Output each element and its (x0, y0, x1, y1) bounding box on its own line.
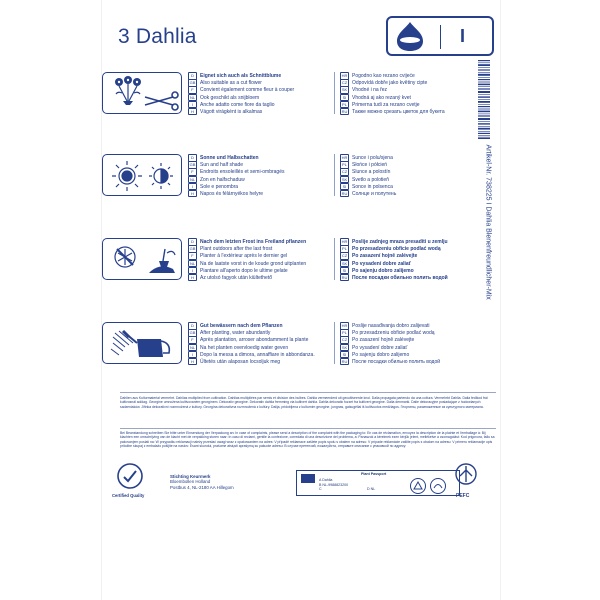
language-text: Po przesadzeniu obficie podlać wodą (352, 330, 435, 337)
product-title: 3 Dahlia (118, 25, 197, 48)
section-watering (102, 322, 472, 364)
language-row (188, 72, 338, 79)
language-text: Po przesadzeniu obficie podlać wodą (352, 246, 441, 253)
language-row (188, 183, 338, 190)
language-code-badge: GB (189, 330, 196, 336)
language-row (188, 274, 338, 281)
language-text: Sunce i polu/sjena (352, 155, 393, 162)
language-text: Vágott virágként is alkalmas (200, 109, 263, 116)
language-list-left (188, 154, 338, 197)
language-text: Piantare all'aperto dopo le ultime gelate (200, 267, 288, 274)
language-row (188, 168, 338, 175)
language-code-badge: HR (341, 239, 348, 244)
language-row (188, 267, 338, 274)
language-code-badge: SI (340, 351, 349, 359)
language-code-badge: I (188, 351, 197, 359)
language-code-badge: F (188, 86, 197, 94)
language-text: Po zasazení hojně zalévejte (352, 337, 415, 344)
recycling-icon (410, 478, 426, 494)
language-row (340, 358, 474, 365)
language-text: Posliје zadnjeg mraza presaditi u zemlju (352, 239, 448, 246)
article-number: Artikel-Nr. 738225 I Dahlia Blenenfreundlicher-Mix (484, 144, 492, 300)
language-row (188, 94, 338, 101)
language-text: Na de laatste vorst in de koude grond uitplanten (200, 260, 307, 267)
pefc-label: PEFC (456, 493, 470, 499)
language-row (340, 161, 474, 168)
language-row (340, 176, 474, 183)
language-row (188, 260, 338, 267)
language-code-badge: CZ (341, 253, 348, 259)
language-row (188, 190, 338, 197)
certified-quality-logo (116, 462, 144, 490)
company-address: Stichting Keurmerk Bloembollen Holland Postbus 4, NL-2180 AA Hillegom (170, 474, 234, 490)
language-code-badge: RU (341, 108, 348, 114)
language-text: Eignet sich auch als Schnittblume (200, 73, 282, 80)
language-code-badge: D (188, 154, 197, 162)
language-code-badge: SK (341, 344, 348, 350)
language-row (188, 238, 338, 245)
language-code-badge: H (188, 108, 197, 116)
language-code-badge: I (188, 101, 197, 109)
language-code-badge: GB (189, 80, 196, 86)
language-code-badge: SI (340, 267, 349, 275)
language-text: Svetlo a polotieň (352, 176, 389, 183)
language-list-right (340, 322, 474, 365)
language-row (188, 161, 338, 168)
language-row (340, 238, 474, 245)
language-text: Az utolsó fagyok után kiültethető (200, 275, 272, 282)
language-code-badge: D (188, 322, 197, 330)
language-row (188, 108, 338, 115)
language-text: Vhodná aj ako rezaný kvet (352, 94, 411, 101)
language-text: Sole e penombra (200, 183, 239, 190)
language-code-badge: HR (341, 155, 348, 160)
language-text: Słońce i półcień (352, 162, 388, 169)
language-text: Pogodno kao rezano cvijeće (352, 73, 415, 80)
language-code-badge: F (188, 336, 197, 344)
section-cut-flower (102, 72, 472, 114)
language-code-badge: F (188, 168, 197, 176)
watering-can-icon (102, 322, 182, 364)
language-row (188, 322, 338, 329)
language-code-badge: CZ (341, 337, 348, 343)
flowering-period: I (460, 26, 466, 46)
language-code-badge: NL (189, 260, 196, 266)
language-row (340, 190, 474, 197)
language-text: Napos és félárnyékos helyre (200, 191, 264, 198)
article-info-vertical (478, 144, 492, 378)
language-text: Nach dem letzten Frost ins Freiland pflanzen (200, 239, 307, 246)
language-code-badge: HR (341, 323, 348, 328)
language-text: Sonne und Halbschatten (200, 155, 259, 162)
language-text: Endroits ensoleillés et semi-ombragés (200, 169, 285, 176)
barcode (478, 60, 490, 140)
language-code-badge: SI (340, 183, 349, 191)
language-row (188, 101, 338, 108)
language-row (340, 245, 474, 252)
bulb-icon (394, 21, 426, 52)
language-code-badge: D (188, 238, 197, 246)
language-text: Солнце и полутень (352, 191, 397, 198)
language-row (188, 79, 338, 86)
language-row (340, 344, 474, 351)
language-text: Zon en halfschaduw (200, 176, 245, 183)
language-row (188, 245, 338, 252)
language-code-badge: F (188, 252, 197, 260)
language-code-badge: CZ (341, 169, 348, 175)
language-code-badge: NL (189, 176, 196, 182)
language-text: Plant outdoors after the last frost (200, 246, 273, 253)
language-text: Po vysadení dobre zaliať (352, 260, 412, 267)
section-after-frost (102, 238, 472, 280)
language-text: Также можно срезать цветок для букета (352, 109, 445, 116)
language-code-badge: NL (189, 94, 196, 100)
origin-statement: Dahlien aus Kulturmaterial vermehrt. Dahlias multiplied from cultivation. Dahlias multipliées par semis et division des bulbes. Dahlia vermeerderd uit gecultiveerde knol. Dalia propagata partendo da una coltura. Vermehrbt Dahlia. Dalia fedlkod frái kultivosnál adólag. Georgine umnožena kultivovaném georgínem. Dekorativ georgine. Dekorativ dahlia fremming via kultivert dahlia. Dahlia dekoratic fozzet fra kultivert georgine. Dalia denmarki. Dalie dekoracyjne posiadające z hodowlanych sadzeniaków. Jiřinka dekorativní rozmnožená z kultury. Georgína dekoratívna rozmnožená z kultúry. Dalija, pridobljena z kulturnim georgine, jungnas, gaisugėliai iš kultivuotos medžiagos. Георгины, размноженные из культурного материала. (120, 396, 488, 409)
language-row (340, 260, 474, 267)
language-code-badge: H (188, 358, 197, 366)
language-code-badge: I (188, 267, 197, 275)
language-text: Planter à l'extérieur après le dernier gel (200, 253, 288, 260)
language-row (340, 329, 474, 336)
badge-divider (440, 25, 441, 49)
language-text: Ültetés után alaposan locsoljuk meg (200, 359, 281, 366)
language-code-badge: GB (189, 162, 196, 168)
separator-line (120, 392, 496, 393)
column-divider (334, 238, 335, 280)
column-divider (334, 72, 335, 114)
language-text: Dopo la messa a dimora, annaffiare in abbondanza. (200, 351, 315, 358)
plant-passport: Plant Passport A Dahlia B NL-9988823200 C D NL (296, 470, 460, 496)
language-text: Vhodné i na řez (352, 87, 388, 94)
column-divider (334, 322, 335, 364)
language-row (340, 252, 474, 259)
language-row (340, 94, 474, 101)
language-text: Primerna tudi za rezano cvetje (352, 101, 420, 108)
flowering-badge (386, 16, 494, 56)
language-text: Convient également comme fleur à couper (200, 87, 295, 94)
language-text: Po sajenju dobro zalijemo (352, 267, 414, 274)
certified-quality-label: Certified Quality (112, 493, 145, 498)
language-code-badge: GB (189, 246, 196, 252)
language-row (188, 176, 338, 183)
language-text: Après plantation, arroser abondamment la plante (200, 337, 309, 344)
language-row (188, 329, 338, 336)
language-list-left (188, 72, 338, 115)
language-code-badge: PL (340, 245, 349, 253)
language-row (340, 154, 474, 161)
language-text: После посадки обильно полить водой (352, 275, 448, 282)
language-code-badge: D (188, 72, 197, 80)
language-code-badge: PL (340, 161, 349, 169)
language-text: Sun and half shade (200, 162, 244, 169)
language-list-right (340, 72, 474, 115)
language-list-right (340, 154, 474, 197)
language-code-badge: RU (341, 190, 348, 196)
language-text: Po vysadení dobre zaliať (352, 344, 408, 351)
language-code-badge: SI (340, 94, 349, 102)
language-row (188, 351, 338, 358)
complaint-statement: Bei Beanstandung schreiben Sie bitte unter Einsendung der Verpackung an: In case of complaints, please send a description of the complaint with the packaging to: En cas de réclamation, envoyez la description de la plainte et l'emballage à: Bij klachten een omschrijving van de klacht met de verpakking sturen naar: In caso di reclami, gentile la confezione, corredata di una descrizione del problema, a: Panaszok a kérelmek ezen kérjük jelent, mellékelve a csomagolást: Kod prigovora, fallu sa pakovanjem poslati na: W przypadku reklamacji należy przesłać uwagi wraz z opakowaniem na adres: V případě reklamace zašlete popis spolu s obalem na adresu: V prípade reklamácie zašlite popis s obalom na adresu: V primeru reklamacije opis pritožbe skupaj z embalažo pošljite na naslov: Esant skundui, prašome atsiųsti aprašymą su pakuote adresu: В случае претензий, пожалуйста, отправьте описание с упаковкой по адресу: (120, 431, 495, 449)
language-text: Anche adatto come fiore da taglio (200, 101, 275, 108)
footer (102, 462, 500, 506)
language-row (340, 322, 474, 329)
language-text: Po zasazení hojně zalévejte (352, 253, 418, 260)
language-row (188, 336, 338, 343)
language-code-badge: PL (340, 329, 349, 337)
environment-icon (430, 478, 446, 494)
language-code-badge: CZ (341, 80, 348, 86)
sun-half-shade-icon (102, 154, 182, 196)
language-row (340, 336, 474, 343)
language-row (340, 274, 474, 281)
language-row (188, 154, 338, 161)
language-row (340, 79, 474, 86)
language-text: Slunce a polostín (352, 169, 391, 176)
eu-flag-icon (301, 474, 315, 483)
language-list-left (188, 238, 338, 281)
language-text: Also suitable as a cut flower (200, 80, 262, 87)
language-row (188, 344, 338, 351)
section-sun (102, 154, 472, 196)
language-code-badge: SK (341, 87, 348, 93)
language-row (340, 267, 474, 274)
language-text: Sonce in polsenca (352, 183, 393, 190)
language-row (188, 86, 338, 93)
language-code-badge: I (188, 183, 197, 191)
language-text: After planting, water abundantly (200, 330, 271, 337)
language-code-badge: RU (341, 274, 348, 280)
language-code-badge: H (188, 190, 197, 198)
language-row (340, 351, 474, 358)
language-code-badge: HR (341, 73, 348, 78)
language-list-left (188, 322, 338, 365)
language-text: Na het planten overvloedig water geven (200, 344, 289, 351)
language-text: Po sajenju dobro zalijemo (352, 351, 410, 358)
language-code-badge: SK (341, 176, 348, 182)
column-divider (334, 154, 335, 196)
language-row (188, 252, 338, 259)
language-code-badge: RU (341, 358, 348, 364)
separator-line (120, 428, 496, 429)
cut-flower-icon (102, 72, 182, 114)
language-row (340, 72, 474, 79)
language-row (340, 108, 474, 115)
language-text: После посадки обильно полить водой (352, 359, 441, 366)
language-code-badge: PL (340, 101, 349, 109)
language-code-badge: SK (341, 260, 348, 266)
language-text: Ook geschikt als snijbloem (200, 94, 260, 101)
language-row (340, 101, 474, 108)
planting-after-frost-icon (102, 238, 182, 280)
pefc-logo (454, 462, 478, 492)
language-row (340, 86, 474, 93)
language-text: Posliје nasađivanja dobro zalijevati (352, 323, 430, 330)
language-row (340, 183, 474, 190)
language-row (340, 168, 474, 175)
language-text: Gut bewässern nach dem Pflanzen (200, 323, 283, 330)
language-text: Odpovídá dobře jako květiny cipte (352, 80, 428, 87)
language-code-badge: H (188, 274, 197, 282)
language-code-badge: NL (189, 344, 196, 350)
language-list-right (340, 238, 474, 281)
language-row (188, 358, 338, 365)
